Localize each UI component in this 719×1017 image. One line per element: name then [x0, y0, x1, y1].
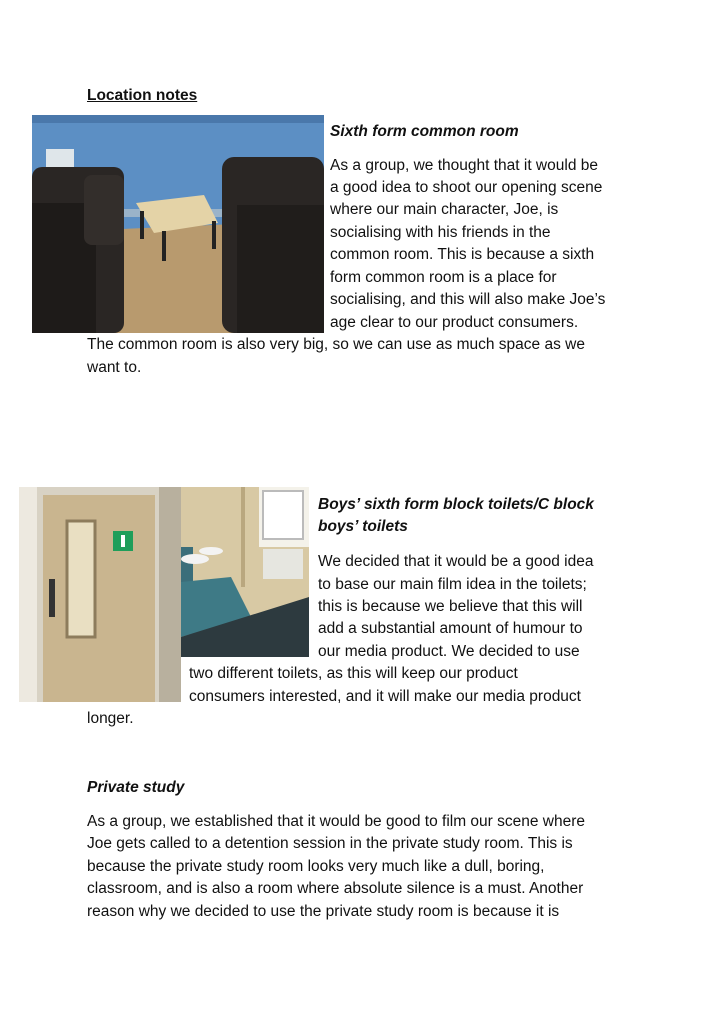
section-line: longer.	[87, 710, 134, 727]
section-line: our media product. We decided to use	[318, 643, 580, 660]
section-line: As a group, we established that it would be good to film our scene where	[87, 813, 586, 830]
section-line: this is because we believe that this will	[318, 598, 583, 615]
section-heading-common-room: Sixth form common room	[330, 123, 519, 140]
toilet-interior-photo	[181, 487, 309, 657]
section-heading-toilets-line2: boys’ toilets	[318, 518, 408, 535]
section-line: socialising, and this will also make Joe’s	[330, 291, 606, 308]
section-line: a good idea to shoot our opening scene	[330, 179, 603, 196]
section-line: reason why we decided to use the private study room is because it is	[87, 903, 560, 920]
section-line: socialising with his friends in the	[330, 224, 551, 241]
section-line: common room. This is because a sixth	[330, 246, 595, 263]
section-line: to base our main film idea in the toilets;	[318, 576, 587, 593]
section-line: form common room is a place for	[330, 269, 557, 286]
section-line: age clear to our product consumers.	[330, 314, 579, 331]
section-line: The common room is also very big, so we can use as much space as we	[87, 336, 585, 353]
section-heading-private-study: Private study	[87, 779, 185, 796]
toilet-door-photo	[19, 487, 181, 702]
section-line: want to.	[87, 359, 142, 376]
section-line: because the private study room looks very much like a dull, boring,	[87, 858, 545, 875]
section-line: classroom, and is also a room where absolute silence is a must. Another	[87, 880, 584, 897]
section-line: add a substantial amount of humour to	[318, 620, 583, 637]
section-line: consumers interested, and it will make our media product	[189, 688, 581, 705]
section-line: We decided that it would be a good idea	[318, 553, 594, 570]
section-line: where our main character, Joe, is	[330, 201, 559, 218]
common-room-photo	[32, 115, 324, 333]
section-heading-toilets-line1: Boys’ sixth form block toilets/C block	[318, 496, 594, 513]
section-line: two different toilets, as this will keep our product	[189, 665, 518, 682]
section-line: Joe gets called to a detention session in the private study room. This is	[87, 835, 573, 852]
section-line: As a group, we thought that it would be	[330, 157, 598, 174]
document-title: Location notes	[87, 87, 198, 104]
